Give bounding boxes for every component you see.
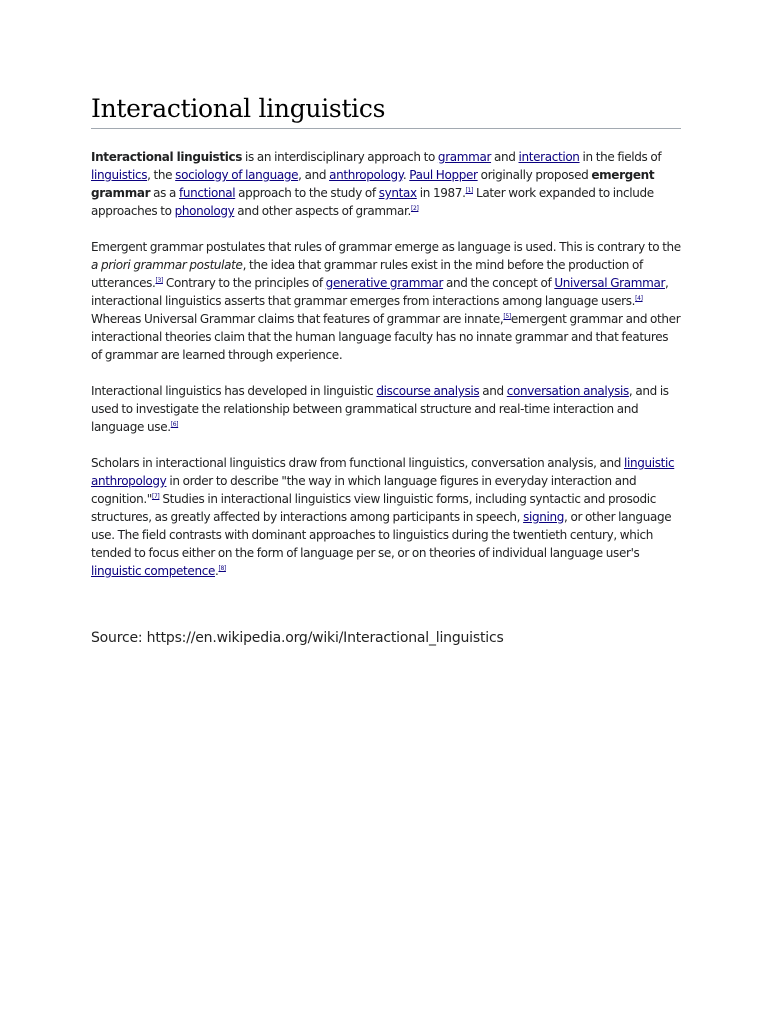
link-functional[interactable]: functional	[179, 186, 236, 200]
text-run: and	[491, 150, 519, 164]
link-signing[interactable]: signing	[523, 510, 565, 524]
italic-term: a priori grammar postulate	[91, 258, 243, 272]
text-run: Scholars in interactional linguistics draw from functional linguistics, conversation analysis, and	[91, 456, 625, 470]
citation-2[interactable]: [2]	[410, 205, 419, 212]
text-run: .	[402, 168, 410, 182]
text-run: and the concept of	[443, 276, 555, 290]
link-conversation-analysis[interactable]: conversation analysis	[506, 384, 629, 398]
citation-4[interactable]: [4]	[635, 295, 643, 302]
text-run: originally proposed	[477, 168, 592, 182]
bold-term: Interactional linguistics	[91, 150, 243, 164]
paragraph-scholars	[91, 454, 681, 580]
text-run: is an interdisciplinary approach to	[242, 150, 438, 164]
citation-8[interactable]: [8]	[218, 565, 226, 572]
text-run: Later work expanded to include approaches to	[91, 186, 654, 218]
source-line: Source: https://en.wikipedia.org/wiki/Interactional_linguistics	[91, 630, 504, 646]
page-title: Interactional linguistics	[91, 91, 681, 129]
link-sociology-of-language[interactable]: sociology of language	[175, 168, 299, 182]
text-run: in 1987.	[416, 186, 466, 200]
text-run: and other aspects of grammar.	[234, 204, 411, 218]
text-run: , the	[147, 168, 176, 182]
text-run: in the fields of	[579, 150, 662, 164]
text-run: and	[479, 384, 507, 398]
text-run: approach to the study of	[235, 186, 379, 200]
link-generative-grammar[interactable]: generative grammar	[325, 276, 444, 290]
citation-5[interactable]: [5]	[503, 313, 511, 320]
paragraph-emergent-grammar	[91, 238, 681, 364]
link-anthropology[interactable]: anthropology	[329, 168, 403, 182]
citation-7[interactable]: [7]	[151, 493, 160, 500]
link-syntax[interactable]: syntax	[378, 186, 417, 200]
text-run: in order to describe "the way in which language figures in everyday interaction and cognition."	[91, 474, 637, 506]
text-run: Emergent grammar postulates that rules of grammar emerge as language is used. This is contrary to the	[91, 240, 681, 254]
link-universal-grammar[interactable]: Universal Grammar	[554, 276, 666, 290]
citation-6[interactable]: [6]	[170, 421, 179, 428]
text-run: as a	[150, 186, 179, 200]
link-linguistic-competence[interactable]: linguistic competence	[91, 564, 215, 578]
link-linguistics[interactable]: linguistics	[91, 168, 148, 182]
paragraph-discourse	[91, 382, 681, 436]
citation-1[interactable]: [1]	[465, 187, 474, 194]
text-run: Interactional linguistics has developed in linguistic	[91, 384, 377, 398]
text-run: Contrary to the principles of	[162, 276, 326, 290]
article	[91, 91, 681, 580]
paragraph-intro	[91, 148, 681, 220]
text-run: , interactional linguistics asserts that grammar emerges from interactions among language users.	[91, 276, 669, 308]
text-run: .	[215, 564, 219, 578]
link-discourse-analysis[interactable]: discourse analysis	[376, 384, 480, 398]
text-run: , and	[298, 168, 330, 182]
citation-3[interactable]: [3]	[155, 277, 163, 284]
text-run: , the idea that grammar rules exist in the mind before the production of utterances.	[91, 258, 643, 290]
text-run: Whereas Universal Grammar claims that features of grammar are innate,	[91, 312, 504, 326]
text-run: emergent grammar and other interactional theories claim that the human language faculty has no innate grammar and that features of grammar are learned through experience.	[91, 312, 681, 362]
link-grammar[interactable]: grammar	[437, 150, 492, 164]
text-run: Studies in interactional linguistics view linguistic forms, including syntactic and prosodic structures, as greatly affected by interactions among participants in speech,	[91, 492, 656, 524]
link-phonology[interactable]: phonology	[174, 204, 235, 218]
link-interaction[interactable]: interaction	[518, 150, 580, 164]
link-linguistic-anthropology[interactable]: linguistic anthropology	[91, 456, 675, 488]
bold-term: emergent grammar	[91, 168, 655, 200]
text-run: , or other language use. The field contrasts with dominant approaches to linguistics during the twentieth century, which tended to focus either on the form of language per se, or on theories of individual language user's	[91, 510, 672, 560]
link-paul-hopper[interactable]: Paul Hopper	[409, 168, 478, 182]
text-run: , and is used to investigate the relationship between grammatical structure and real-time interaction and language use.	[91, 384, 669, 434]
